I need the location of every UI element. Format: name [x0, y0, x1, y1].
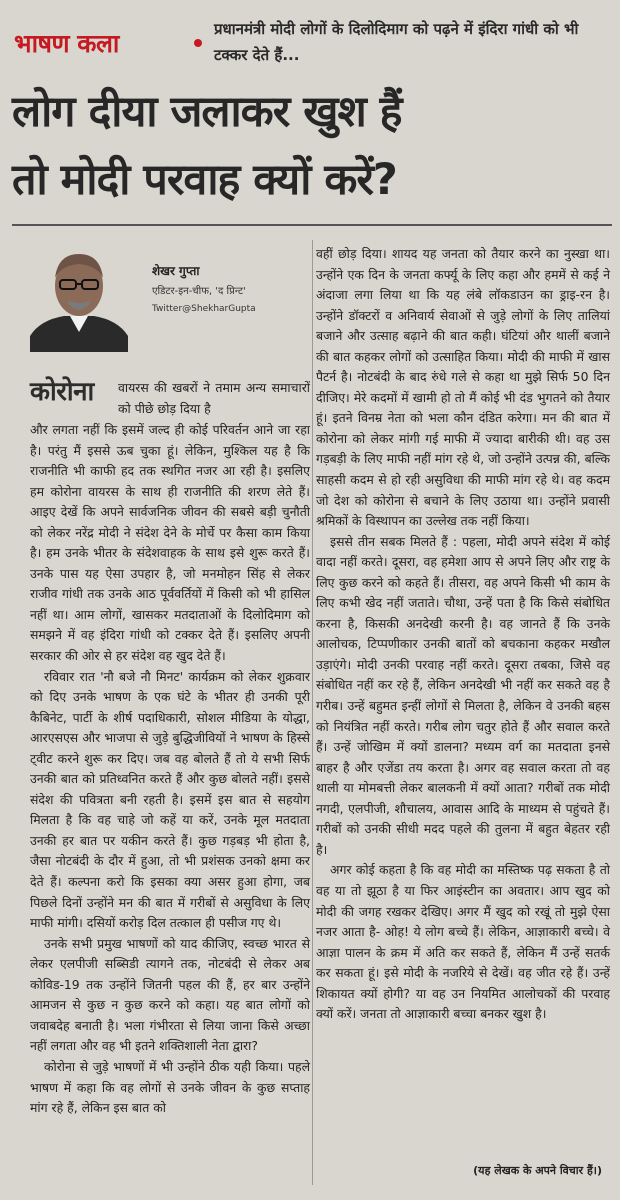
headline-rule — [12, 224, 612, 226]
author-name: शेखर गुप्ता — [152, 264, 200, 278]
left-column — [30, 420, 310, 1119]
paragraph: और लगता नहीं कि इसमें जल्द ही कोई परिवर्तन आने जा रहा है। परंतु मैं इससे ऊब चुका हूं। लेकिन, मुश्किल यह है कि राजनीति भी काफी हद तक स्थगित नजर आ रही है। इसलिए हम कोरोना वायरस के साथ ही राजनीति की शरण लेते हैं। आइए देखें कि अपने सार्वजनिक जीवन की सबसे बड़ी चुनौती को लेकर नरेंद्र मोदी ने संदेश देने के मोर्चे पर कैसा काम किया है। हम उनके भीतर के संदेशवाहक के साथ इसे शुरू करते हैं। उनके पास यह ऐसा उपहार है, जो मनमोहन सिंह से लेकर राजीव गांधी तक उनके आठ पूर्ववर्तियों में किसी को भी हासिल नहीं था। आम लोगों, खासकर मतदाताओं के दिलोदिमाग को समझने में वह इंदिरा गांधी को टक्कर देते हैं। इसलिए अपनी सरकार की ओर से हर संदेश वह खुद देते हैं। — [30, 422, 310, 664]
paragraph: उनके सभी प्रमुख भाषणों को याद कीजिए, स्वच्छ भारत से लेकर एलपीजी सब्सिडी त्यागने तक, नोटबंदी से लेकर अब कोविड-19 तक उन्होंने जितनी पहल की हैं, हर बार उन्होंने आमजन से कुछ न कुछ करने को कहा। यह बात लोगों को जवाबदेह बनाती है। भला गंभीरता से लिया जाना किसे अच्छा नहीं लगता और वह भी इतने शक्तिशाली नेता द्वारा? — [30, 935, 310, 1054]
kicker-tag: भाषण कला — [14, 29, 119, 58]
headline-line-1: लोग दीया जलाकर खुश हैं — [12, 87, 402, 137]
headline — [12, 78, 612, 214]
kicker-bullet — [194, 39, 202, 47]
author-twitter-handle: Twitter@ShekharGupta — [152, 304, 256, 314]
paragraph: वहीं छोड़ दिया। शायद यह जनता को तैयार करने का नुस्खा था। उन्होंने एक दिन के जनता कर्फ्यू के लिए कहा और हममें से कई ने अंदाजा लगा लिया था कि यह लंबे लॉकडाउन का ड्राइ-रन है। उन्होंने डॉक्टरों व अनिवार्य सेवाओं से जुड़े लोगों के लिए तालियां बजाने और उत्साह बढ़ाने की बात कही। घंटियां और थालीं बजाने की बात कहकर लोगों को उत्साहित किया। मोदी की माफी में खास पैटर्न है। नोटबंदी के बाद रुंधे गले से कहा था मुझे सिर्फ 50 दिन दीजिए। मेरे कदमों में खामी हो तो मैं कोई भी दंड भुगतने को तैयार हूं। इतने विनम्र नेता को भला कौन दंडित करेगा। मन की बात में कोरोना को लेकर मांगी गई माफी में ज्यादा बारीकी थी। वह उस गड़बड़ी के लिए माफी नहीं मांग रहे थे, जो उन्होंने उत्पन्न की, बल्कि साहसी कदम से हो रही असुविधा की माफी मांग रहे थे। वह कदम जो देश को कोरोना से बचाने के लिए उठाया था। उन्होंने प्रवासी श्रमिकों के विस्थापन का उल्लेख तक नहीं किया। — [316, 246, 610, 529]
author-disclaimer: (यह लेखक के अपने विचार हैं।) — [473, 1164, 602, 1177]
kicker — [14, 14, 612, 76]
intro-paragraph: वायरस की खबरों ने तमाम अन्य समाचारों को पीछे छोड़ दिया है — [118, 380, 310, 416]
intro-text — [118, 378, 310, 419]
column-divider — [312, 240, 313, 1185]
right-column — [316, 244, 610, 1025]
paragraph: कोरोना से जुड़े भाषणों में भी उन्होंने ठीक यही किया। पहले भाषण में कहा कि वह लोगों से उनके जीवन के कुछ सप्ताह मांग रहे हैं, लेकिन इस बात को — [30, 1058, 310, 1116]
paragraph: अगर कोई कहता है कि वह मोदी का मस्तिष्क पढ़ सकता है तो वह या तो झूठा है या फिर आइंस्टीन का अवतार। आप खुद को मोदी की जगह रखकर देखिए। अगर मैं खुद को रखूं तो मुझे ऐसा नजर आता है- ओह! ये लोग बच्चे हैं। लेकिन, आज्ञाकारी बच्चे। वे आज्ञा पालन के क्रम में अति कर सकते हैं, लेकिन मैं उन्हें सतर्क कर सकता हूं। इसे मोदी के नजरिये से देखें। वह जीत रहे हैं। उन्हें शिकायत क्यों होगी? या वह उन नियमित आलोचकों की परवाह क्यों करें। जनता तो आज्ञाकारी बच्चा बनकर खुश है। — [316, 862, 610, 1022]
paragraph: इससे तीन सबक मिलते हैं : पहला, मोदी अपने संदेश में कोई वादा नहीं करते। दूसरा, वह हमेशा आप से अपने लिए और राष्ट्र के लिए कुछ करने को कहते हैं। तीसरा, वह अपने किसी भी काम के लिए कभी खेद नहीं जताते। चौथा, उन्हें पता है कि किसे संबोधित करना है, किसकी अनदेखी करनी है। वह जानते हैं कि उनके आलोचक, टिप्पणीकार उनकी बातों को बचकाना कहकर मखौल उड़ाएंगे। मोदी उनकी परवाह नहीं करते। दूसरा तबका, जिसे वह संबोधित नहीं कर रहे हैं, लेकिन अनदेखी भी नहीं कर सकते वह है गरीब। उन्हें बहुमत इन्हीं लोगों से मिलता है, लेकिन वे उनकी बहस को नियंत्रित नहीं करते। गरीब लोग चतुर होते हैं और सवाल करते हैं। उन्हें जोखिम में क्यों डालना? मध्यम वर्ग का मतदाता इनसे बाहर है और एजेंडा तय करता है। अगर वह सवाल करता तो वह थाली या मोमबत्ती लेकर बालकनी में क्यों आता? गरीबों तक मोदी नगदी, एलपीजी, शौचालय, आवास आदि के माध्यम से पहुंचते हैं। गरीबों को उनकी सीधी मदद पहले की तुलना में बहुत बेहतर रही है। — [316, 533, 610, 857]
paragraph: रविवार रात 'नौ बजे नौ मिनट' कार्यक्रम को लेकर शुक्रवार को दिए उनके भाषण के एक घंटे के भीतर ही उनकी पूरी कैबिनेट, पार्टी के शीर्ष पदाधिकारी, सोशल मीडिया के योद्धा, आरएसएस और भाजपा से जुड़े बुद्धिजीवियों ने भाषण के हिस्से ट्‌वीट करने शुरू कर दिए। जब वह बोलते हैं तो ये सभी सिर्फ उनकी बात को प्रतिध्वनित करते हैं और कुछ बोलते नहीं। इससे संदेश की पवित्रता बनी रहती है। इसमें इस बात से सहयोग मिलता है कि वह चाहे जो कहें या करें, उनके मूल मतदाता उनकी हर बात पर यकीन करते हैं। कुछ गड़बड़ भी होता है, जैसा नोटबंदी के दौर में हुआ, तो भी प्रशंसक उनको क्षमा कर देते हैं। कल्पना करो कि इसका क्या असर हुआ होगा, जब पिछले दिनों उन्होंने मन की बात में गरीबों से असुविधा के लिए माफी मांगी। दसियों करोड़ दिल तत्काल ही पसीज गए थे। — [30, 668, 310, 931]
section-label: कोरोना — [30, 377, 94, 407]
author-photo — [30, 240, 128, 352]
headline-line-2: तो मोदी परवाह क्यों करें? — [12, 155, 397, 205]
kicker-text: प्रधानमंत्री मोदी लोगों के दिलोदिमाग को पढ़ने में इंदिरा गांधी को भी टक्कर देते हैं... — [214, 20, 579, 64]
author-title: एडिटर-इन-चीफ, 'द प्रिन्ट' — [152, 286, 246, 297]
